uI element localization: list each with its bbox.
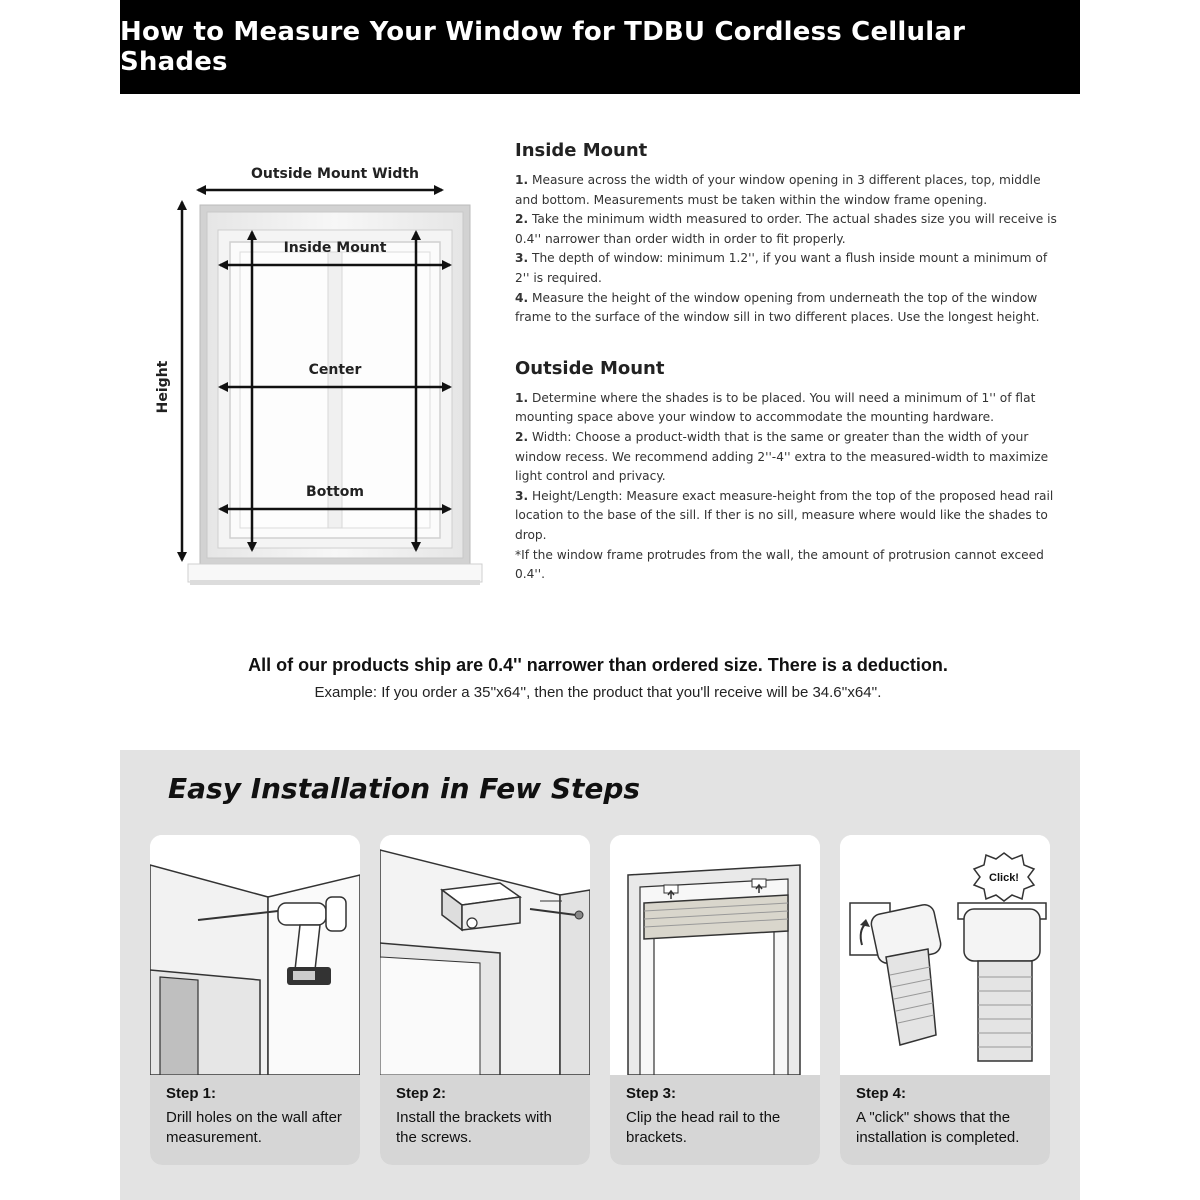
step-caption-4 <box>840 1075 1050 1165</box>
step-card-1 <box>150 835 360 1165</box>
step-label: Step 3: <box>626 1085 677 1102</box>
outside-mount-width-label: Outside Mount Width <box>250 166 420 182</box>
click-icon <box>840 835 1050 1075</box>
installation-section <box>120 750 1080 1200</box>
outside-mount-title: Outside Mount <box>515 357 665 379</box>
window-illustration <box>150 150 500 600</box>
click-bubble-text: Click! <box>989 872 1019 884</box>
bottom-label: Bottom <box>306 484 364 500</box>
window-diagram <box>150 150 500 600</box>
height-label: Height <box>155 360 171 414</box>
bracket-icon <box>380 835 590 1075</box>
step-description: Install the brackets with the screws. <box>396 1109 552 1146</box>
step-caption-1 <box>150 1075 360 1165</box>
step-card-2 <box>380 835 590 1165</box>
step-caption-2 <box>380 1075 590 1165</box>
step-label: Step 1: <box>166 1085 217 1102</box>
deduction-example: Example: If you order a 35''x64'', then the product that you'll receive will be 34.6''x64''. <box>314 684 882 701</box>
size-deduction-notice <box>120 655 1076 701</box>
inside-mount-title: Inside Mount <box>515 140 648 161</box>
inside-mount-label: Inside Mount <box>283 240 387 256</box>
step-label: Step 2: <box>396 1085 447 1102</box>
step-description: A "click" shows that the installation is completed. <box>856 1109 1020 1146</box>
installation-title: Easy Installation in Few Steps <box>168 772 641 805</box>
inside-step-4: 4. Measure the height of the window opening from underneath the top of the window frame to the surface of the window sill in two different places. Use the longest height. <box>515 290 1040 325</box>
outside-step-1: 1. Determine where the shades is to be placed. You will need a minimum of 1'' of flat mounting space above your window to accommodate the mounting hardware. <box>515 390 1036 425</box>
outside-step-2: 2. Width: Choose a product-width that is the same or greater than the width of your window recess. We recommend adding 2''-4'' extra to the measured-width to maximize light control and privacy. <box>515 429 1049 484</box>
step-card-3 <box>610 835 820 1165</box>
step-label: Step 4: <box>856 1085 907 1102</box>
step-caption-3 <box>610 1075 820 1165</box>
step-description: Clip the head rail to the brackets. <box>626 1109 781 1146</box>
protrusion-note: *If the window frame protrudes from the wall, the amount of protrusion cannot exceed 0.4''. <box>515 547 1044 582</box>
page-title: How to Measure Your Window for TDBU Cordless Cellular Shades <box>120 17 966 77</box>
outside-mount-section <box>515 358 1060 585</box>
center-label: Center <box>308 362 362 378</box>
inside-step-1: 1. Measure across the width of your window opening in 3 different places, top, middle and bottom. Measurements must be taken within the window frame opening. <box>515 173 1041 207</box>
inside-step-3: 3. The depth of window: minimum 1.2'', if you want a flush inside mount a minimum of 2'' is required. <box>515 251 1048 285</box>
inside-step-2: 2. Take the minimum width measured to order. The actual shades size you will receive is 0.4'' narrower than order width in order to fit properly. <box>515 212 1057 246</box>
inside-mount-section <box>515 140 1060 328</box>
drill-icon <box>150 835 360 1075</box>
page-header <box>120 0 1080 94</box>
head-rail-icon <box>610 835 820 1075</box>
measuring-instructions <box>515 140 1060 585</box>
step-card-4 <box>840 835 1050 1165</box>
deduction-statement: All of our products ship are 0.4'' narrower than ordered size. There is a deduction. <box>248 655 948 675</box>
step-description: Drill holes on the wall after measurement. <box>166 1109 342 1146</box>
outside-step-3: 3. Height/Length: Measure exact measure-height from the top of the proposed head rail location to the base of the sill. If ther is no sill, measure where would like the shades to drop. <box>515 488 1054 542</box>
